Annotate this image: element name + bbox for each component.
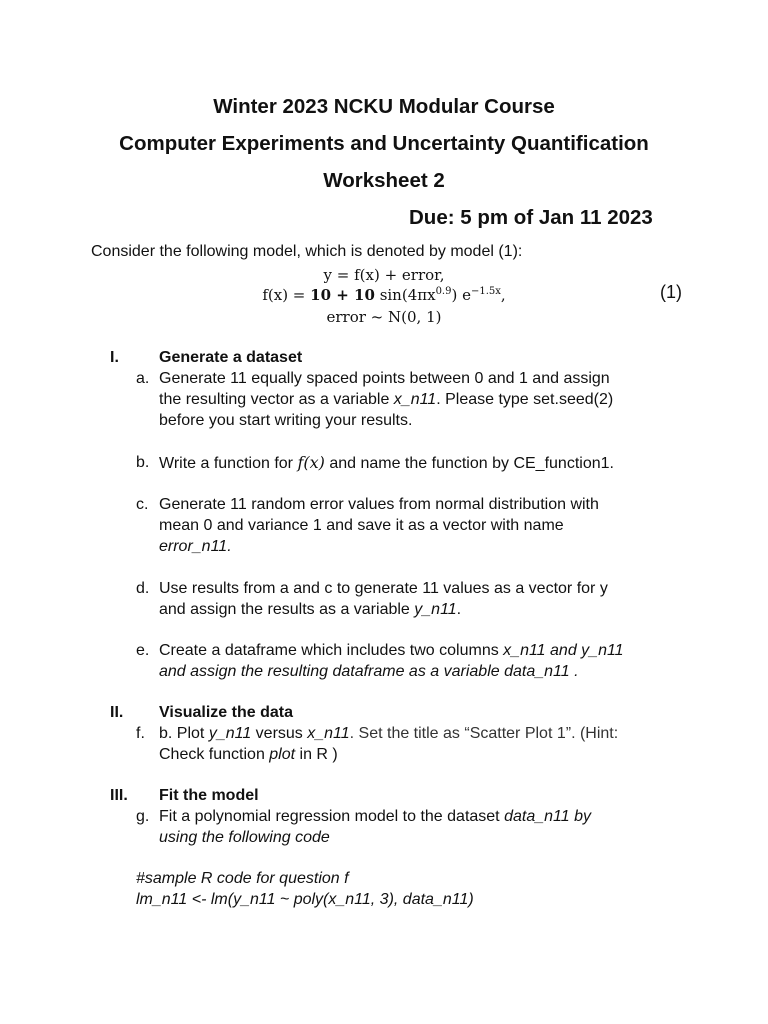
code-line: lm_n11 <- lm(y_n11 ~ poly(x_n11, 3), data_n11)	[136, 891, 474, 908]
item-c-line-2: mean 0 and variance 1 and save it as a vector with name	[159, 517, 564, 534]
item-b-letter: b.	[136, 454, 150, 471]
item-c-line-3: error_n11.	[159, 538, 232, 555]
section-1-heading: Generate a dataset	[159, 349, 303, 366]
item-g-line-2: using the following code	[159, 829, 330, 846]
intro-text: Consider the following model, which is denoted by model (1):	[91, 243, 523, 260]
item-a-line-1: Generate 11 equally spaced points between 0 and 1 and assign	[159, 370, 610, 387]
item-d-line-1: Use results from a and c to generate 11 values as a vector for y	[159, 580, 608, 597]
item-d-line-2: and assign the results as a variable y_n11.	[159, 601, 462, 618]
item-a-letter: a.	[136, 370, 150, 387]
section-3-numeral: III.	[110, 787, 128, 804]
course-title: Winter 2023 NCKU Modular Course	[213, 95, 555, 118]
item-e-letter: e.	[136, 642, 150, 659]
item-f-line-2: Check function plot in R )	[159, 746, 338, 763]
item-f-line-1: b. Plot y_n11 versus x_n11. Set the title as “Scatter Plot 1”. (Hint:	[159, 725, 619, 742]
due-date: Due: 5 pm of Jan 11 2023	[409, 206, 653, 229]
section-2-heading: Visualize the data	[159, 704, 293, 721]
item-a-line-3: before you start writing your results.	[159, 412, 413, 429]
worksheet-title: Worksheet 2	[323, 169, 445, 192]
item-e-line-2: and assign the resulting dataframe as a variable data_n11 .	[159, 663, 579, 680]
equation-line-2: f(x) = 10 + 10 $\sin(4\pi x^{0.9})$ $e^{-1.5x}$,	[262, 286, 506, 304]
item-g-line-1: Fit a polynomial regression model to the dataset data_n11 by	[159, 808, 591, 825]
section-1-numeral: I.	[110, 349, 119, 366]
section-2-numeral: II.	[110, 704, 124, 721]
item-b-line-1: Write a function for f(x) and name the function by CE_function1.	[159, 453, 614, 472]
section-3-heading: Fit the model	[159, 787, 259, 804]
item-e-line-1: Create a dataframe which includes two columns x_n11 and y_n11	[159, 642, 624, 659]
equation-line-3: error ~ N(0, 1)	[326, 308, 442, 326]
code-comment: #sample R code for question f	[136, 870, 349, 887]
course-subtitle: Computer Experiments and Uncertainty Quantification	[119, 132, 649, 155]
item-a-line-2: the resulting vector as a variable x_n11. Please type set.seed(2)	[159, 391, 614, 408]
item-f-letter: f.	[136, 725, 145, 742]
item-c-letter: c.	[136, 496, 149, 513]
item-g-letter: g.	[136, 808, 150, 825]
equation-line-1: y = f(x) + error,	[323, 266, 445, 284]
item-c-line-1: Generate 11 random error values from normal distribution with	[159, 496, 599, 513]
equation-number: (1)	[660, 282, 682, 302]
item-d-letter: d.	[136, 580, 150, 597]
